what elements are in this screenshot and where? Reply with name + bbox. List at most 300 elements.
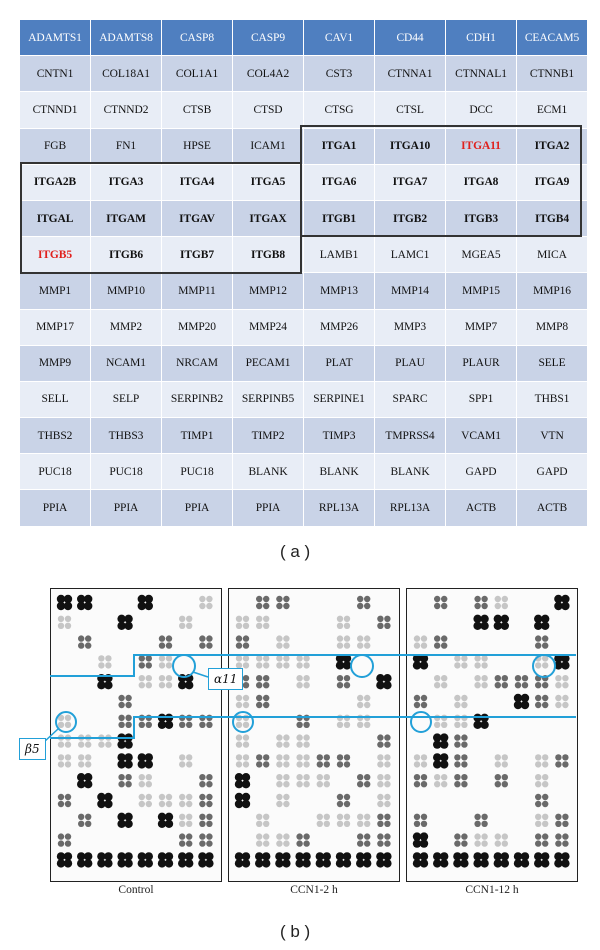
array-spot [138,852,153,867]
array-spot [138,753,153,768]
caption-a: ( a ) [280,542,311,561]
gene-cell: MGEA5 [446,237,517,273]
array-spot [377,794,390,807]
array-spot [434,715,447,728]
array-spot [413,832,428,847]
gene-cell: VTN [517,418,588,454]
gene-cell: LAMB1 [304,237,375,273]
array-spot [433,753,448,768]
gene-cell: DCC [446,92,517,128]
array-spot [276,734,289,747]
array-spot [139,715,152,728]
gene-cell: ADAMTS1 [20,20,91,56]
array-spot [414,695,427,708]
array-spot [473,852,488,867]
gene-cell: TIMP1 [162,418,233,454]
array-spot [158,813,173,828]
table-row [20,454,588,490]
gene-cell: ACTB [446,490,517,526]
array-spot [514,852,529,867]
array-spot [138,595,153,610]
gene-layout-table [20,20,588,527]
array-spot [555,675,568,688]
gene-cell: MMP13 [304,273,375,309]
panel-label-control: Control [118,884,154,896]
array-spot [159,675,172,688]
array-spot [356,852,371,867]
array-spot [376,852,391,867]
array-spot [376,674,391,689]
gene-cell: ITGA11 [446,128,517,164]
array-spot [377,814,390,827]
table-row [20,56,588,92]
gene-cell: THBS1 [517,381,588,417]
gene-cell: ITGA5 [233,164,304,200]
table-row [20,237,588,273]
array-spot [78,814,91,827]
gene-cell: MMP16 [517,273,588,309]
array-spot [473,714,488,729]
gene-cell: SELL [20,381,91,417]
array-spot [276,774,289,787]
array-spot [179,794,192,807]
array-spot [117,753,132,768]
array-spot [78,734,91,747]
array-spot [454,715,467,728]
gene-cell: ITGAM [91,200,162,236]
gene-cell: ITGB6 [91,237,162,273]
array-spot [434,774,447,787]
array-spot [235,852,250,867]
gene-cell: PLAT [304,345,375,381]
gene-cell: FGB [20,128,91,164]
gene-cell: BLANK [304,454,375,490]
array-spot [58,794,71,807]
gene-cell: FN1 [91,128,162,164]
array-spot [199,814,212,827]
array-spot [58,616,71,629]
gene-cell: CTSG [304,92,375,128]
array-spot [316,852,331,867]
gene-cell: PUC18 [91,454,162,490]
gene-cell: MMP20 [162,309,233,345]
array-spot [159,635,172,648]
array-panel-control [50,588,222,882]
gene-cell: COL18A1 [91,56,162,92]
array-spot [535,655,548,668]
array-spot [377,616,390,629]
gene-cell: SELP [91,381,162,417]
gene-cell: GAPD [517,454,588,490]
gene-cell: MMP15 [446,273,517,309]
gene-cell: MMP1 [20,273,91,309]
array-spot [413,852,428,867]
array-spot [357,596,370,609]
array-spot [117,852,132,867]
array-spot [199,635,212,648]
array-spot [178,674,193,689]
gene-cell: LAMC1 [375,237,446,273]
array-spot [495,833,508,846]
array-spot [555,754,568,767]
gene-cell: MMP3 [375,309,446,345]
array-spot [317,774,330,787]
array-spot [256,616,269,629]
array-spot [139,774,152,787]
gene-cell: PPIA [162,490,233,526]
array-spot [98,734,111,747]
gene-cell: NRCAM [162,345,233,381]
array-spot [58,833,71,846]
table-row [20,309,588,345]
array-spot [78,754,91,767]
table-row [20,20,588,56]
array-spot [535,774,548,787]
array-spot [433,852,448,867]
gene-cell: SELE [517,345,588,381]
array-spot [336,654,351,669]
gene-cell: MMP8 [517,309,588,345]
array-spot [77,852,92,867]
array-spot [377,774,390,787]
gene-cell: ITGA3 [91,164,162,200]
gene-cell: ITGB8 [233,237,304,273]
array-spot [178,852,193,867]
gene-cell: CDH1 [446,20,517,56]
array-spot [454,774,467,787]
array-spot [159,794,172,807]
array-spot [336,852,351,867]
array-spot [276,794,289,807]
array-spot [236,754,249,767]
array-spot [158,714,173,729]
array-spot [554,852,569,867]
gene-cell: ITGB5 [20,237,91,273]
gene-cell: ITGB7 [162,237,233,273]
array-spot [296,774,309,787]
array-spot [199,715,212,728]
gene-cell: MICA [517,237,588,273]
array-spot [377,833,390,846]
gene-cell: ITGA2B [20,164,91,200]
array-spot [495,675,508,688]
gene-cell: TIMP3 [304,418,375,454]
array-spot [357,635,370,648]
array-spot [535,814,548,827]
array-spot [97,793,112,808]
gene-cell: MMP24 [233,309,304,345]
gene-cell: MMP11 [162,273,233,309]
gene-cell: CAV1 [304,20,375,56]
array-spot [454,833,467,846]
array-spot [117,733,132,748]
gene-cell: SERPINB5 [233,381,304,417]
array-spot [337,635,350,648]
array-spot [554,654,569,669]
array-spot [118,695,131,708]
gene-cell: ITGA6 [304,164,375,200]
array-spot [276,754,289,767]
gene-cell: ITGB4 [517,200,588,236]
gene-cell: CTNNB1 [517,56,588,92]
gene-cell: ITGA9 [517,164,588,200]
array-spot [118,774,131,787]
array-spot [235,793,250,808]
gene-cell: TIMP2 [233,418,304,454]
array-spot [117,615,132,630]
table-row [20,200,588,236]
array-spot [58,754,71,767]
array-spot [98,655,111,668]
gene-cell: ITGA4 [162,164,233,200]
gene-cell: CTSD [233,92,304,128]
table-row [20,128,588,164]
gene-cell: RPL13A [304,490,375,526]
table-row [20,345,588,381]
array-spot [295,852,310,867]
gene-cell: PUC18 [20,454,91,490]
table-row [20,273,588,309]
array-spot [199,833,212,846]
array-spot [296,754,309,767]
array-spot [414,774,427,787]
array-spot [139,675,152,688]
array-spot [236,715,249,728]
array-spot [57,852,72,867]
array-spot [555,695,568,708]
array-spot [414,814,427,827]
gene-cell: RPL13A [375,490,446,526]
gene-cell: SPARC [375,381,446,417]
gene-cell: MMP10 [91,273,162,309]
gene-cell: ITGA7 [375,164,446,200]
gene-cell: SERPINE1 [304,381,375,417]
array-spot [179,616,192,629]
table-row [20,418,588,454]
array-spot [199,794,212,807]
array-spot [139,794,152,807]
gene-cell: NCAM1 [91,345,162,381]
array-spot [514,694,529,709]
gene-cell: ITGA8 [446,164,517,200]
gene-cell: MMP26 [304,309,375,345]
array-spot [199,774,212,787]
array-spot [58,734,71,747]
gene-cell: MMP7 [446,309,517,345]
array-spot [535,833,548,846]
array-spot [97,852,112,867]
gene-cell: BLANK [233,454,304,490]
array-spot [256,833,269,846]
gene-cell: SERPINB2 [162,381,233,417]
array-spot [434,675,447,688]
table-row [20,92,588,128]
array-spot [337,794,350,807]
array-spot [534,615,549,630]
gene-cell: ICAM1 [233,128,304,164]
array-spot [454,754,467,767]
gene-cell: CD44 [375,20,446,56]
gene-cell: CTNND1 [20,92,91,128]
array-spot [377,734,390,747]
gene-cell: ITGA10 [375,128,446,164]
array-spot [296,715,309,728]
gene-cell: THBS2 [20,418,91,454]
panel-label-ccn1-12h: CCN1-12 h [465,884,519,896]
array-panel-ccn1-12h [406,588,578,882]
array-spot [256,596,269,609]
gene-cell: ITGB2 [375,200,446,236]
array-spot [256,655,269,668]
beta5-callout: β5 [19,738,46,760]
array-spot [337,675,350,688]
array-spot [473,615,488,630]
array-spot [337,814,350,827]
array-spot [256,814,269,827]
gene-cell: CTSB [162,92,233,128]
array-spot [454,734,467,747]
gene-cell: SPP1 [446,381,517,417]
gene-cell: PLAUR [446,345,517,381]
gene-cell: CASP8 [162,20,233,56]
gene-cell: MMP9 [20,345,91,381]
array-spot [236,734,249,747]
gene-cell: ITGA1 [304,128,375,164]
array-spot [515,675,528,688]
array-spot [495,754,508,767]
array-spot [77,773,92,788]
gene-cell: CTSL [375,92,446,128]
array-spot [296,833,309,846]
array-spot [337,715,350,728]
gene-cell: PPIA [233,490,304,526]
array-spot [474,655,487,668]
panel-label-ccn1-2h: CCN1-2 h [290,884,338,896]
array-spot [179,754,192,767]
array-spot [255,852,270,867]
array-spot [317,754,330,767]
gene-cell: ITGB3 [446,200,517,236]
gene-cell: TMPRSS4 [375,418,446,454]
array-spot [296,675,309,688]
array-spot [58,715,71,728]
array-spot [179,833,192,846]
array-spot [296,734,309,747]
array-spot [139,655,152,668]
gene-cell: CST3 [304,56,375,92]
array-spot [256,675,269,688]
array-spot [535,754,548,767]
array-spot [275,852,290,867]
array-spot [494,615,509,630]
gene-cell: ADAMTS8 [91,20,162,56]
array-spot [77,595,92,610]
gene-cell: COL4A2 [233,56,304,92]
alpha11-callout: α11 [208,668,243,690]
gene-cell: CTNND2 [91,92,162,128]
array-spot [236,695,249,708]
array-spot [57,595,72,610]
gene-cell: PPIA [91,490,162,526]
array-spot [454,655,467,668]
array-spot [413,654,428,669]
array-spot [158,852,173,867]
array-spot [236,655,249,668]
gene-cell: ITGA2 [517,128,588,164]
array-spot [535,675,548,688]
array-spot [535,695,548,708]
gene-cell: THBS3 [91,418,162,454]
gene-cell: MMP17 [20,309,91,345]
array-spot [118,715,131,728]
array-spot [357,715,370,728]
array-panel-ccn1-2h [228,588,400,882]
array-spot [495,596,508,609]
table-row [20,490,588,526]
array-spot [236,616,249,629]
array-spot [434,596,447,609]
gene-cell: ECM1 [517,92,588,128]
array-spot [337,616,350,629]
gene-cell: ITGAV [162,200,233,236]
array-spot [276,596,289,609]
array-spot [495,774,508,787]
array-spot [474,675,487,688]
array-spot [534,852,549,867]
gene-cell: CTNNA1 [375,56,446,92]
gene-cell: PUC18 [162,454,233,490]
gene-cell: MMP2 [91,309,162,345]
array-spot [256,754,269,767]
array-spot [199,596,212,609]
array-spot [276,833,289,846]
array-spot [434,635,447,648]
array-spot [256,695,269,708]
array-spot [276,635,289,648]
array-spot [159,655,172,668]
array-spot [97,674,112,689]
array-spot [535,635,548,648]
gene-cell: COL1A1 [162,56,233,92]
gene-cell: HPSE [162,128,233,164]
table-row [20,164,588,200]
gene-cell: GAPD [446,454,517,490]
gene-cell: CNTN1 [20,56,91,92]
gene-cell: CEACAM5 [517,20,588,56]
table-row [20,381,588,417]
array-spot [357,814,370,827]
array-spot [198,852,213,867]
array-spot [453,852,468,867]
array-spot [555,814,568,827]
array-spot [494,852,509,867]
gene-cell: VCAM1 [446,418,517,454]
gene-cell: ITGAL [20,200,91,236]
array-spot [357,695,370,708]
array-spot [179,715,192,728]
array-spot [433,733,448,748]
array-spot [414,635,427,648]
array-spot [296,655,309,668]
array-spot [414,754,427,767]
array-spot [337,754,350,767]
gene-cell: ITGB1 [304,200,375,236]
array-spot [474,596,487,609]
gene-cell: ACTB [517,490,588,526]
array-spot [474,814,487,827]
array-spot [78,635,91,648]
gene-cell: CASP9 [233,20,304,56]
